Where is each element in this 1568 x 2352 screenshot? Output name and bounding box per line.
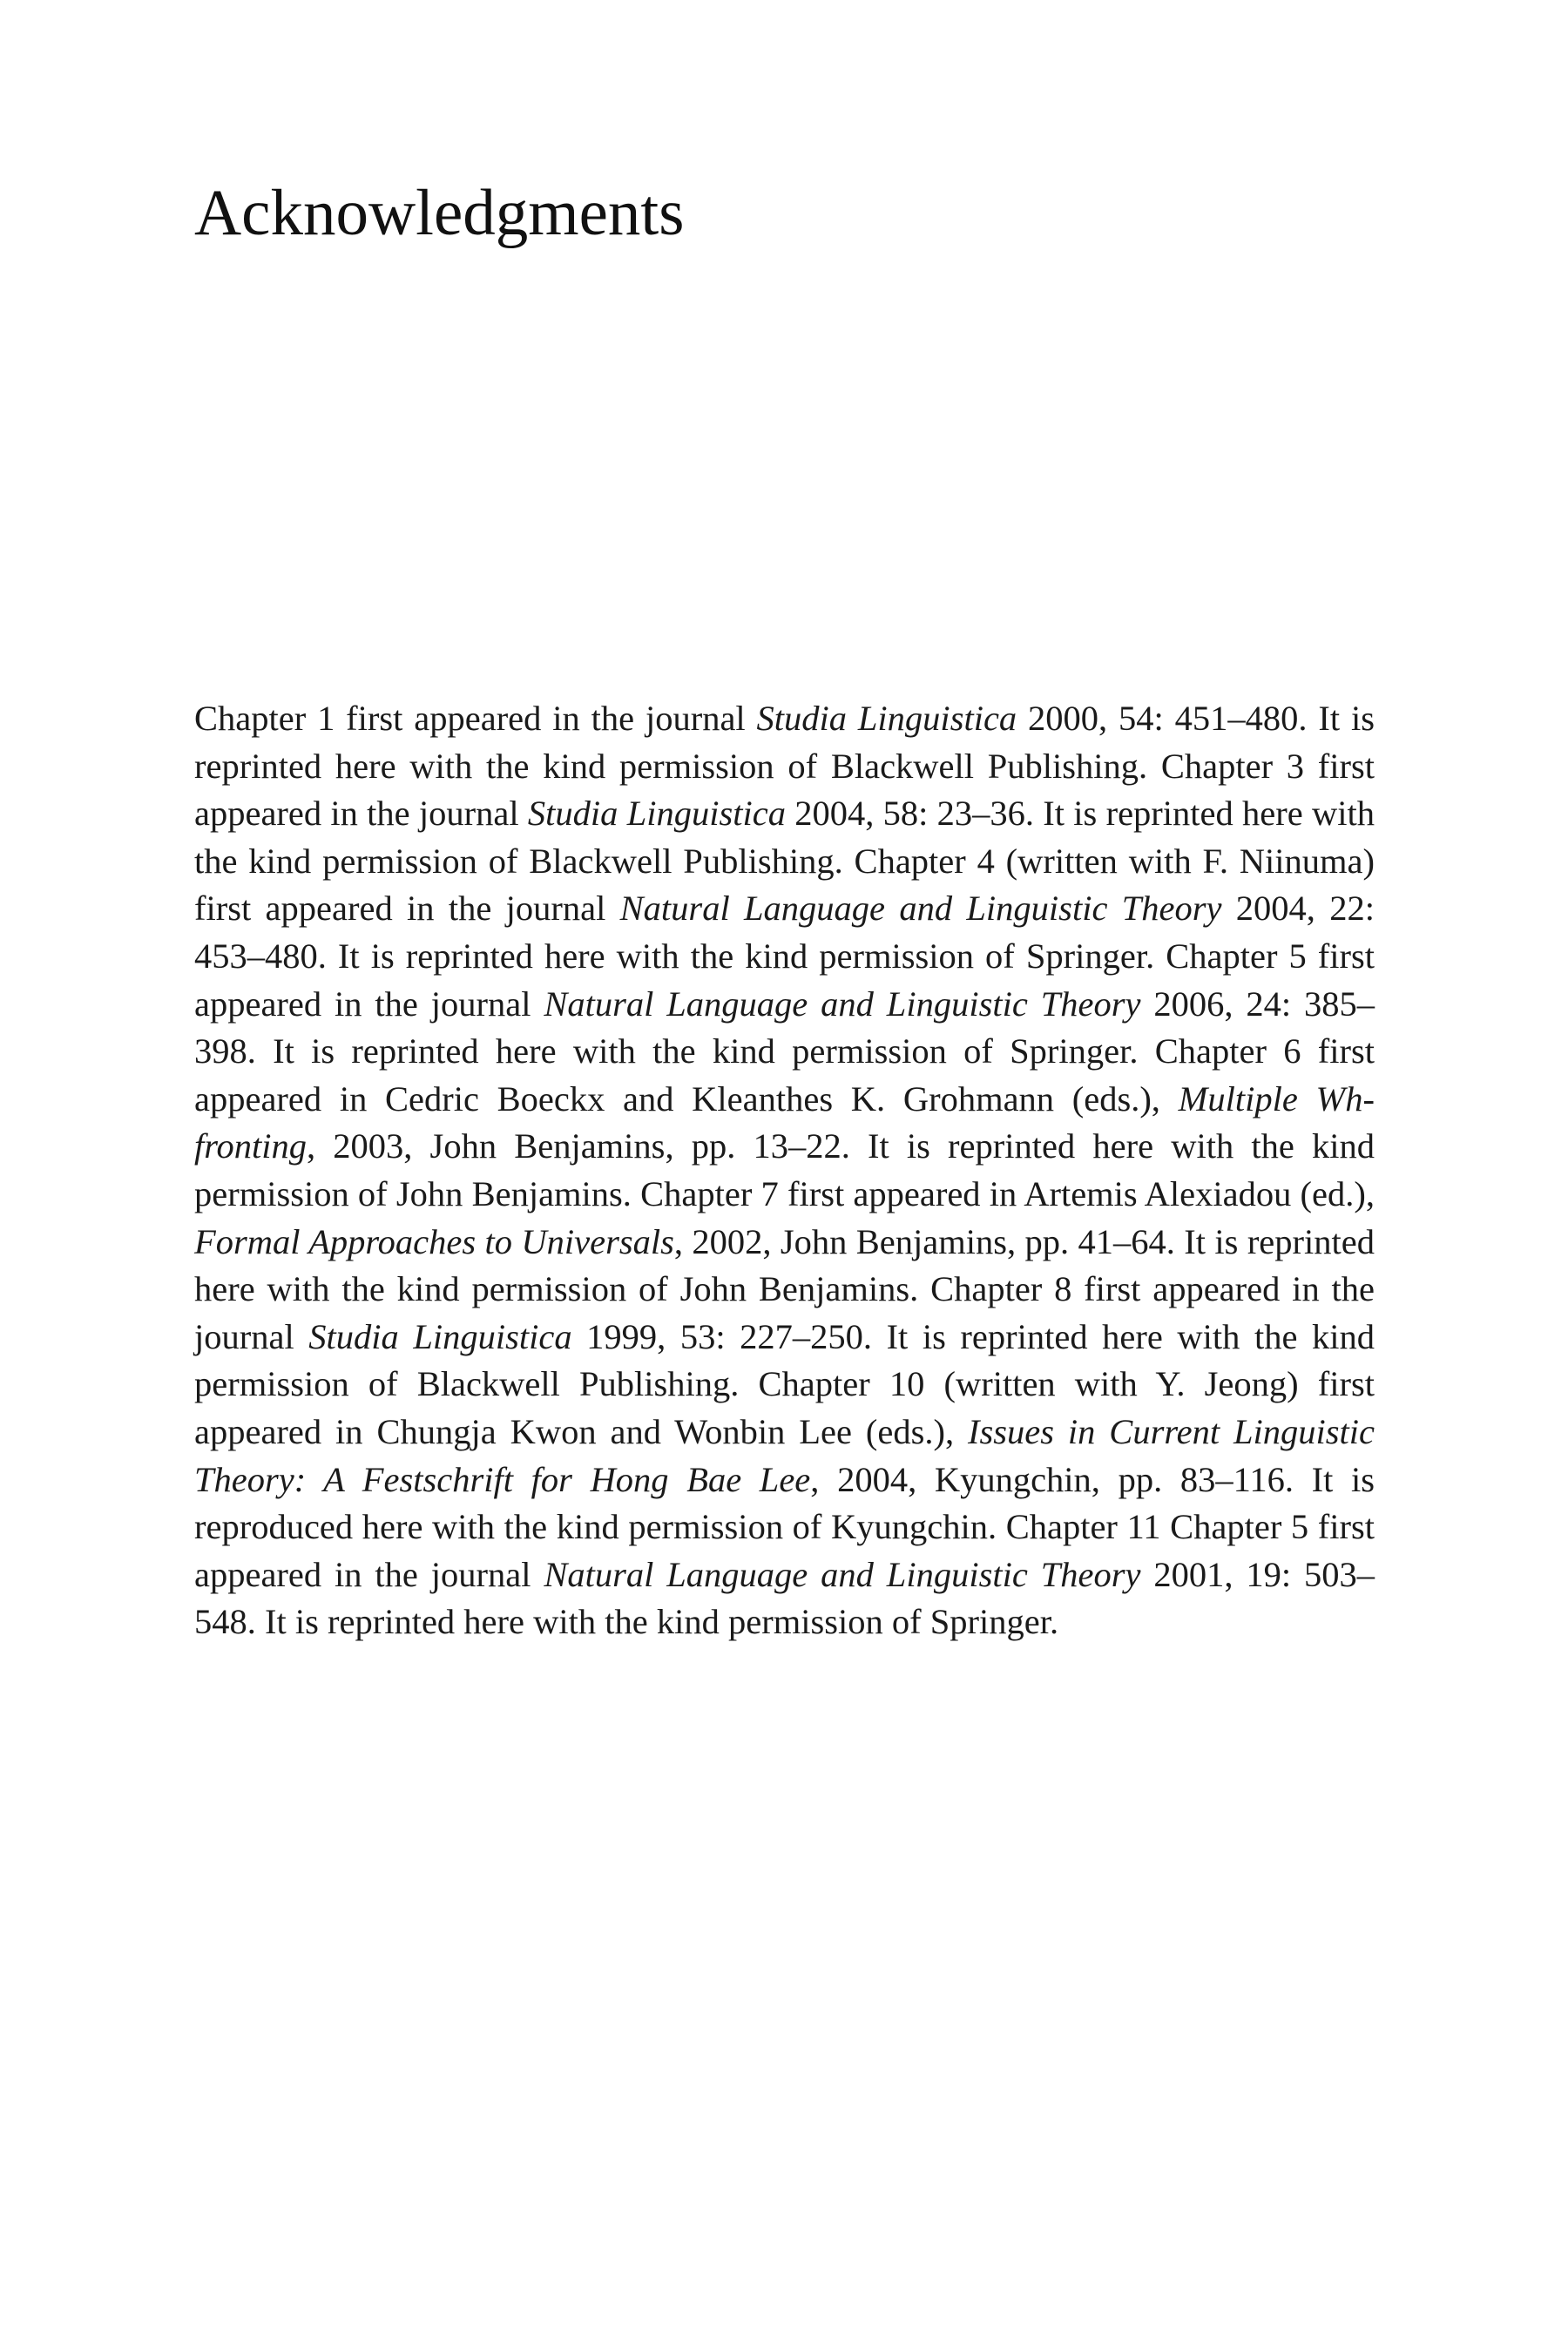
text-run: 2001, 19: 503–548. It is reprinted here with the kind permission of Springer.	[194, 1554, 1375, 1642]
text-run: 2000, 54: 451–480. It is reprinted here with the kind permission of Blackwell Publishing. Chapter 3 first appeared in the journal	[194, 699, 1375, 834]
text-run: Chapter 1 first appeared in the journal	[194, 699, 757, 738]
text-run: , 2002, John Benjamins, pp. 41–64. It is reprinted here with the kind permission of John Benjamins. Chapter 8 first appeared in the journal	[194, 1221, 1375, 1356]
publication-title: Studia Linguistica	[527, 794, 786, 834]
publication-title: Studia Linguistica	[756, 699, 1017, 738]
text-run: 1999, 53: 227–250. It is reprinted here with the kind permission of Blackwell Publishing. Chapter 10 (written with Y. Jeong) first appeared in Chungja Kwon and Wonbin Lee (eds.),	[194, 1316, 1375, 1451]
text-run: 2006, 24: 385–398. It is reprinted here with the kind permission of Springer. Chapter 6 first appeared in Cedric Boeckx and Kleanthes K. Grohmann (eds.),	[194, 983, 1375, 1119]
text-run: , 2003, John Benjamins, pp. 13–22. It is reprinted here with the kind permission of John Benjamins. Chapter 7 first appeared in Artemis Alexiadou (ed.),	[194, 1126, 1375, 1213]
publication-title: Studia Linguistica	[308, 1316, 572, 1356]
publication-title: Formal Approaches to Universals	[194, 1221, 674, 1261]
publication-title: Natural Language and Linguistic Theory	[619, 889, 1222, 929]
acknowledgments-paragraph	[194, 695, 1375, 1646]
text-run: , 2004, Kyungchin, pp. 83–116. It is reproduced here with the kind permission of Kyungchin. Chapter 11 Chapter 5 first appeared in the journal	[194, 1459, 1375, 1594]
publication-title: Natural Language and Linguistic Theory	[544, 1554, 1141, 1594]
page-title: Acknowledgments	[194, 177, 685, 249]
publication-title: Issues in Current Linguistic Theory: A Festschrift for Hong Bae Lee	[194, 1411, 1375, 1499]
text-run: 2004, 58: 23–36. It is reprinted here with the kind permission of Blackwell Publishing. Chapter 4 (written with F. Niinuma) first appeared in the journal	[194, 794, 1375, 929]
publication-title: Natural Language and Linguistic Theory	[544, 983, 1141, 1024]
text-run: 2004, 22: 453–480. It is reprinted here with the kind permission of Springer. Chapter 5 first appeared in the journal	[194, 889, 1375, 1024]
publication-title: Multiple Wh-fronting	[194, 1078, 1375, 1166]
